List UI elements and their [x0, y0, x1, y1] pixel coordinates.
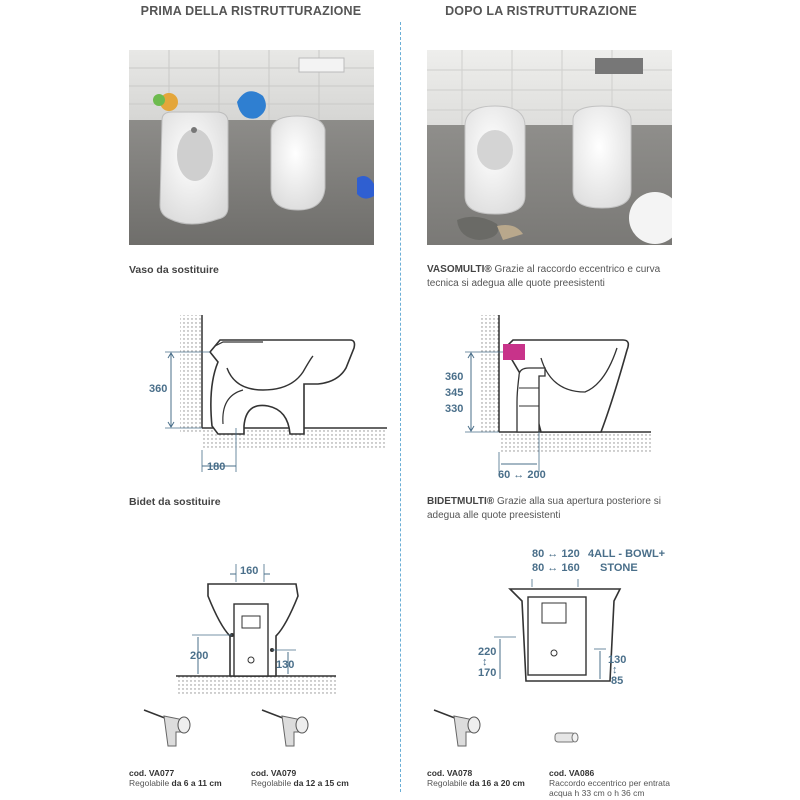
vaso-after-h2: 345 — [445, 387, 464, 399]
va078-part-image — [430, 700, 490, 750]
before-title: PRIMA DELLA RISTRUTTURAZIONE — [140, 4, 362, 18]
bidet-description-after — [427, 495, 677, 523]
bidet-after-left-mid: ↕ — [482, 656, 488, 668]
vasomulti-text: Grazie al raccordo eccentrico e curva tecnica si adegua alle quote preesistenti — [427, 264, 661, 289]
vaso-after-h1: 360 — [445, 371, 464, 383]
part-code: cod. VA079 — [251, 768, 297, 778]
vaso-before-diagram — [149, 310, 395, 480]
bidet-after-right-bot: 85 — [611, 675, 624, 687]
bidet-after-models2: STONE — [600, 562, 638, 574]
bidet-after-diagram — [470, 545, 670, 695]
part-code: cod. VA078 — [427, 768, 473, 778]
part-va086 — [549, 768, 670, 798]
part-va077 — [129, 768, 222, 788]
part-range-line1: Raccordo eccentrico per entrata — [549, 778, 670, 788]
vaso-heading-before: Vaso da sostituire — [129, 264, 219, 276]
vasomulti-brand: VASOMULTI® — [427, 264, 492, 275]
bidetmulti-brand: BIDETMULTI® — [427, 496, 495, 507]
va077-part-image — [140, 700, 200, 750]
before-photo — [129, 50, 374, 245]
va079-part-image — [258, 700, 318, 750]
bidet-inlet-label: 130 — [276, 659, 295, 671]
bidet-before-diagram — [170, 560, 370, 700]
bidet-heading-before: Bidet da sostituire — [129, 496, 221, 508]
va086-part-image — [552, 728, 582, 748]
part-range: Regolabile da 6 a 11 cm — [129, 778, 222, 788]
bidet-after-right-mid: ↕ — [612, 664, 618, 676]
bidet-after-left-top: 220 — [478, 646, 497, 658]
after-title: DOPO LA RISTRUTTURAZIONE — [445, 4, 637, 18]
part-code: cod. VA077 — [129, 768, 175, 778]
column-divider — [400, 22, 401, 792]
eccentric-fitting-highlight — [503, 344, 525, 360]
part-code: cod. VA086 — [549, 768, 595, 778]
bidet-after-width2: 80 ↔ 160 — [532, 562, 580, 574]
vaso-description-after — [427, 263, 677, 291]
vaso-after-distance: 60 ↔ 200 — [498, 469, 546, 481]
bidetmulti-text: Grazie alla sua apertura posteriore si adegua alle quote preesistenti — [427, 496, 661, 521]
part-va079 — [251, 768, 349, 788]
vaso-after-h3: 330 — [445, 403, 464, 415]
vaso-after-diagram — [437, 310, 677, 480]
part-range-line2: acqua h 33 cm o h 36 cm — [549, 788, 645, 798]
bidet-width-label: 160 — [240, 565, 259, 577]
vaso-height-label: 360 — [149, 383, 168, 395]
bidet-after-width1: 80 ↔ 120 — [532, 548, 580, 560]
bidet-height-label: 200 — [190, 650, 209, 662]
part-range: Regolabile da 16 a 20 cm — [427, 778, 525, 788]
bidet-after-left-bot: 170 — [478, 667, 497, 679]
bidet-after-right-top: 130 — [608, 654, 627, 666]
vaso-distance-label: 180 — [207, 461, 226, 473]
part-range: Regolabile da 12 a 15 cm — [251, 778, 349, 788]
part-va078 — [427, 768, 525, 788]
bidet-after-models1: 4ALL - BOWL+ — [588, 548, 666, 560]
after-photo — [427, 50, 672, 245]
